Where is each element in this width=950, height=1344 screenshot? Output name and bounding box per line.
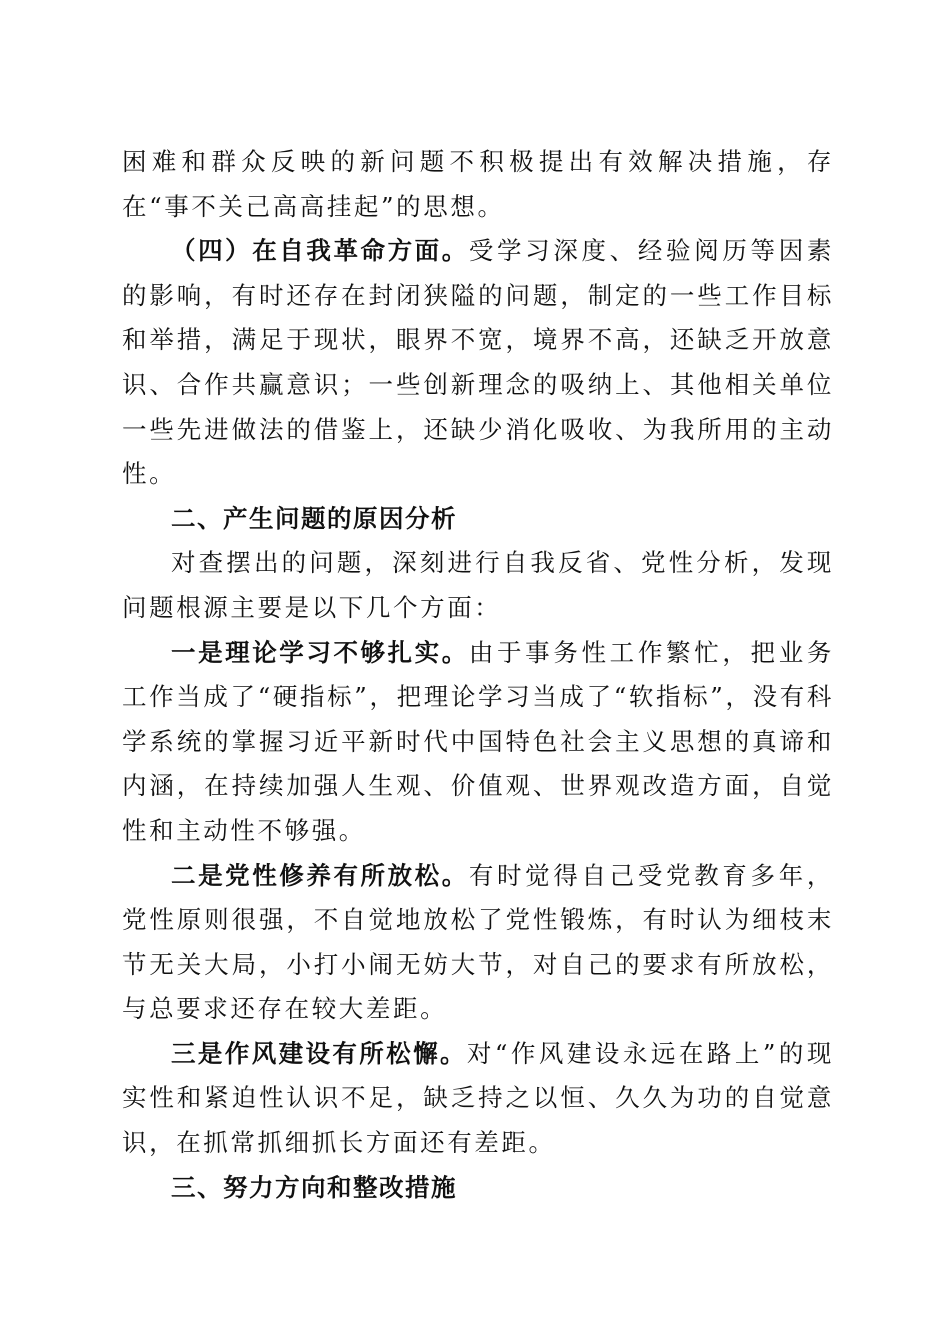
paragraph-party [122, 854, 834, 1032]
section-heading-2: 二、产生问题的原因分析 [171, 503, 457, 533]
paragraph-intro: 对查摆出的问题，深刻进行自我反省、党性分析，发现问题根源主要是以下几个方面： [122, 548, 834, 622]
paragraph-lead: 三是作风建设有所松懈。 [171, 1038, 467, 1068]
paragraph-self-revolution [122, 229, 834, 497]
paragraph-lead: 二是党性修养有所放松。 [171, 860, 469, 890]
document-page [122, 140, 834, 1210]
paragraph-lead: （四）在自我革命方面。 [171, 236, 469, 266]
paragraph-style [122, 1032, 834, 1166]
section-heading-3: 三、努力方向和整改措施 [171, 1172, 457, 1202]
paragraph-body: 受学习深度、经验阅历等因素的影响，有时还存在封闭狭隘的问题，制定的一些工作目标和举措，满足于现状，眼界不宽，境界不高，还缺乏开放意识、合作共赢意识；一些创新理念的吸纳上、其他相关单位一些先进做法的借鉴上，还缺少消化吸收、为我所用的主动性。 [122, 236, 834, 489]
paragraph-continued: 困难和群众反映的新问题不积极提出有效解决措施，存在“事不关己高高挂起”的思想。 [122, 147, 834, 221]
paragraph-body: 由于事务性工作繁忙，把业务工作当成了“硬指标”，把理论学习当成了“软指标”，没有科学系统的掌握习近平新时代中国特色社会主义思想的真谛和内涵，在持续加强人生观、价值观、世界观改造方面，自觉性和主动性不够强。 [122, 637, 834, 845]
paragraph-theory [122, 631, 834, 854]
paragraph-body: 有时觉得自己受党教育多年，党性原则很强，不自觉地放松了党性锻炼，有时认为细枝末节无关大局，小打小闹无妨大节，对自己的要求有所放松，与总要求还存在较大差距。 [122, 860, 834, 1024]
paragraph-body: 对“作风建设永远在路上”的现实性和紧迫性认识不足，缺乏持之以恒、久久为功的自觉意识，在抓常抓细抓长方面还有差距。 [122, 1038, 834, 1158]
paragraph-lead: 一是理论学习不够扎实。 [171, 637, 469, 667]
